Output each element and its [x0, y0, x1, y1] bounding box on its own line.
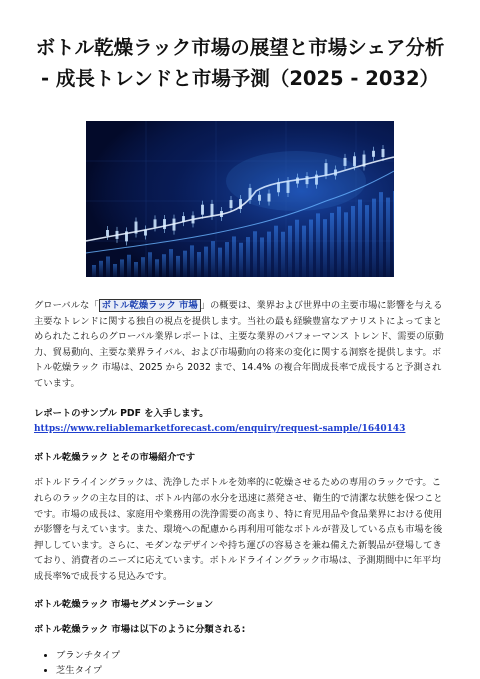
title-line-2: - 成長トレンドと市場予測（2025 - 2032）	[40, 67, 440, 90]
hero-candle	[163, 219, 166, 229]
hero-bar	[295, 220, 299, 277]
hero-bar	[365, 205, 369, 277]
article-body	[34, 298, 446, 679]
hero-bar	[267, 232, 271, 277]
hero-bar	[288, 226, 292, 277]
hero-bar	[183, 251, 187, 277]
hero-candle	[201, 205, 204, 215]
intro-post-text: 」の概要は、業界および世界中の主要市場に影響を与える主要なトレンドに関する独自の視点を提供します。当社の最も経験豊富なアナリストによってまとめられたこれらのグローバル業界レポートは、主要な業界のパフォーマンス トレンド、需要の原動力、貿易動向、主要な業界ライバル、および市場動向の将来の変化に関する洞察を提供します。ボトル乾燥ラック 市場は、2025 から 2032 まで、14.4% の複合年間成長率で成長すると予測されています。	[34, 300, 444, 389]
hero-bar	[197, 252, 201, 277]
hero-bar	[162, 254, 166, 277]
intro-heading: ボトル乾燥ラック とその市場紹介です	[34, 451, 196, 463]
hero-bar	[281, 232, 285, 277]
hero-bar	[99, 261, 103, 277]
hero-bar	[379, 192, 383, 277]
hero-candle	[230, 200, 233, 208]
hero-candle	[382, 149, 385, 157]
classification-heading: ボトル乾燥ラック 市場は以下のように分類される:	[34, 624, 246, 636]
type-list	[34, 648, 446, 679]
hero-bar	[302, 226, 306, 277]
hero-bar	[344, 212, 348, 277]
hero-bar	[106, 256, 110, 277]
hero-bar	[232, 236, 236, 277]
title-line-1: ボトル乾燥ラック市場の展望と市場シェア分析	[35, 36, 445, 59]
hero-bar	[120, 259, 124, 277]
hero-bar	[190, 245, 194, 277]
hero-bar	[225, 242, 229, 277]
hero-bar	[351, 206, 355, 277]
hero-candle	[211, 204, 214, 216]
sample-request-link[interactable]: https://www.reliablemarketforecast.com/enquiry/request-sample/1640143	[34, 424, 406, 435]
hero-chart-graphic	[86, 121, 394, 277]
hero-bar	[323, 219, 327, 277]
hero-bar	[246, 237, 250, 277]
hero-bar	[92, 265, 96, 277]
hero-bar	[274, 226, 278, 277]
hero-candle	[154, 219, 157, 227]
sample-pdf-label: レポートのサンプル PDF を入手します。	[34, 407, 209, 419]
hero-bar	[239, 243, 243, 277]
hero-bar	[386, 198, 390, 277]
hero-bar	[393, 191, 394, 277]
type-list-item: • ブランチタイプ	[56, 648, 446, 664]
type-list-item: • 芝生タイプ	[56, 663, 446, 679]
page-title	[24, 32, 456, 94]
intro-pre-text: グローバルな「	[34, 300, 99, 311]
market-name-link[interactable]: ボトル乾燥ラック 市場	[99, 299, 201, 312]
segmentation-heading: ボトル乾燥ラック 市場セグメンテーション	[34, 598, 214, 610]
hero-bar	[141, 257, 145, 277]
hero-bar	[372, 199, 376, 277]
hero-bar	[260, 237, 264, 277]
hero-bar	[337, 207, 341, 277]
hero-candle	[372, 151, 375, 157]
hero-bar	[211, 241, 215, 277]
hero-bar	[134, 262, 138, 277]
hero-bar	[358, 200, 362, 277]
hero-bar	[218, 248, 222, 277]
hero-bar	[169, 249, 173, 277]
hero-bar	[148, 252, 152, 277]
hero-bar	[309, 220, 313, 277]
hero-bar	[204, 247, 208, 277]
hero-candle	[106, 230, 109, 236]
hero-image-financial-chart	[86, 121, 394, 277]
hero-bar	[253, 231, 257, 277]
hero-bar	[155, 259, 159, 277]
hero-bar	[127, 255, 131, 277]
hero-bar	[113, 264, 117, 277]
market-description: ボトルドライイングラックは、洗浄したボトルを効率的に乾燥させるための専用のラックです。これらのラックの主な目的は、ボトル内部の水分を迅速に蒸発させ、衛生的で清潔な状態を保つことです。市場の成長は、家庭用や業務用の洗浄需要の高まり、特に育児用品や食品業界における使用が影響を与えています。また、環境への配慮から再利用可能なボトルが普及している点も市場を後押ししています。さらに、モダンなデザインや持ち運びの容易さを兼ね備えた新製品が登場してきており、消費者のニーズに応えています。ボトルドライイングラック市場は、予測期間中に年平均成長率%で成長する見込みです。	[34, 477, 443, 582]
hero-bar	[316, 213, 320, 277]
intro-paragraph	[34, 298, 446, 392]
hero-bar	[176, 256, 180, 277]
hero-bar	[330, 213, 334, 277]
